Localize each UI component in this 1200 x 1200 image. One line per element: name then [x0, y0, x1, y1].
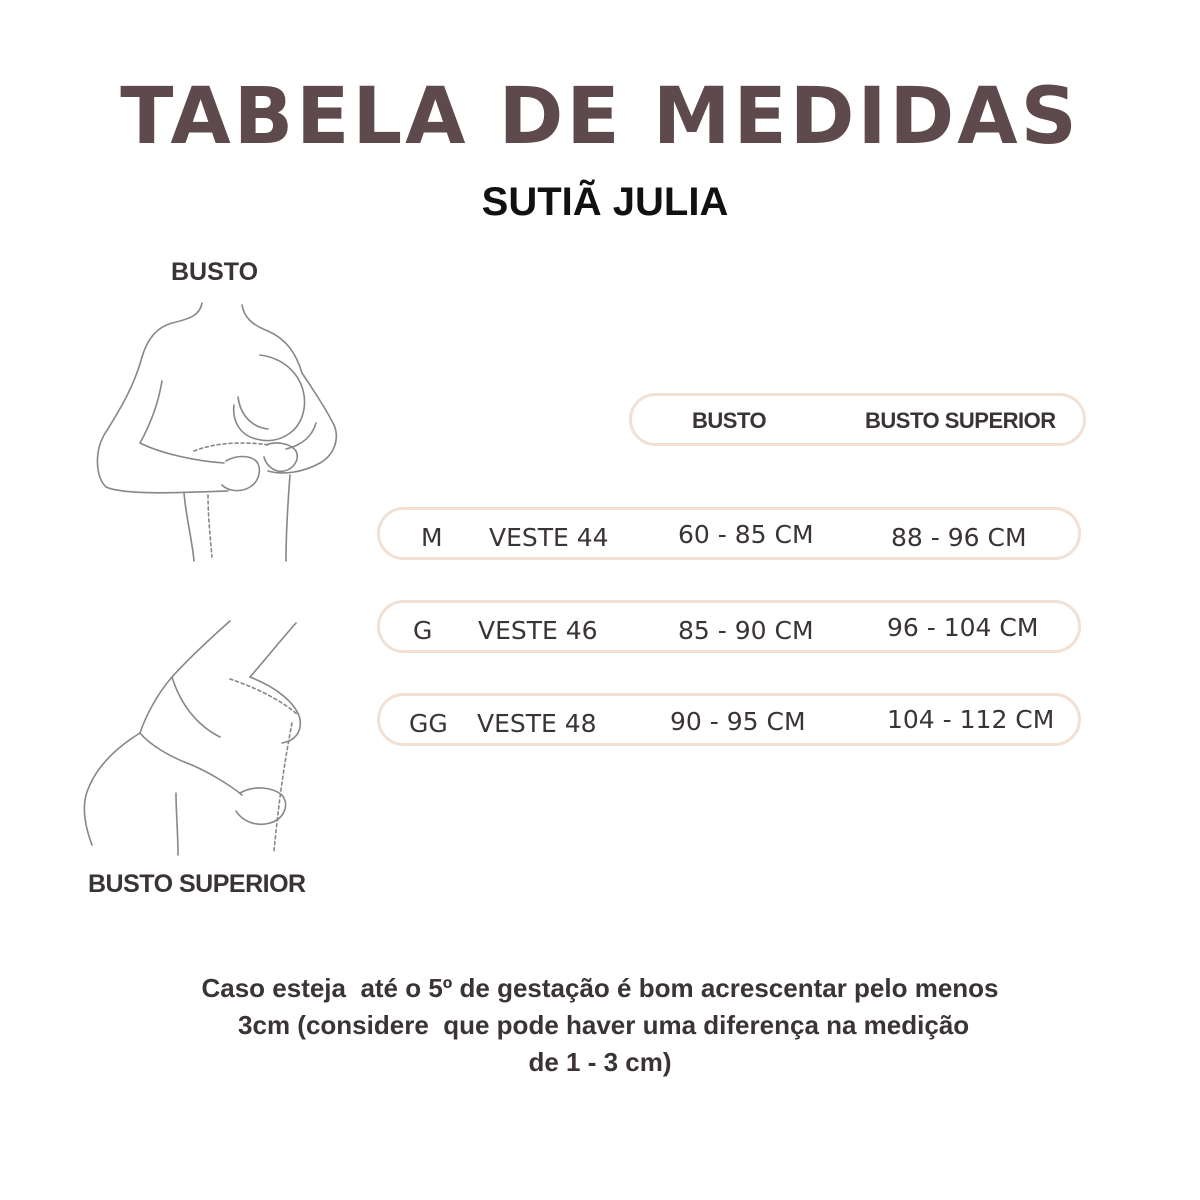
busto-measurement-illustration [90, 295, 350, 565]
busto-cell: 85 - 90 CM [678, 616, 814, 645]
busto-illustration-label: BUSTO [171, 258, 259, 286]
table-row [377, 507, 1081, 560]
veste-cell: VESTE 44 [489, 523, 609, 552]
size-cell: G [413, 616, 433, 645]
page-title: TABELA DE MEDIDAS [120, 72, 1080, 162]
note-line: 3cm (considere que pode haver uma diferença na medição [230, 1010, 970, 1040]
table-row [377, 600, 1081, 653]
busto-cell: 90 - 95 CM [670, 707, 806, 736]
veste-cell: VESTE 48 [477, 709, 597, 738]
header-busto: BUSTO [692, 408, 767, 433]
busto-cell: 60 - 85 CM [678, 520, 814, 549]
busto-superior-cell: 88 - 96 CM [891, 523, 1027, 552]
busto-superior-cell: 104 - 112 CM [887, 705, 1055, 734]
size-cell: M [421, 523, 443, 552]
header-busto-superior: BUSTO SUPERIOR [865, 408, 1056, 433]
busto-superior-illustration-label: BUSTO SUPERIOR [88, 870, 306, 898]
busto-superior-measurement-illustration [80, 615, 320, 860]
table-header [629, 393, 1086, 446]
veste-cell: VESTE 46 [478, 616, 598, 645]
product-name: SUTIÃ JULIA [481, 180, 729, 224]
busto-superior-cell: 96 - 104 CM [887, 613, 1039, 642]
size-cell: GG [409, 709, 448, 738]
note-line: Caso esteja até o 5º de gestação é bom acrescentar pelo menos [201, 973, 999, 1003]
table-row [377, 693, 1081, 746]
note-line: de 1 - 3 cm) [528, 1047, 672, 1077]
pregnancy-note [100, 970, 1100, 1081]
